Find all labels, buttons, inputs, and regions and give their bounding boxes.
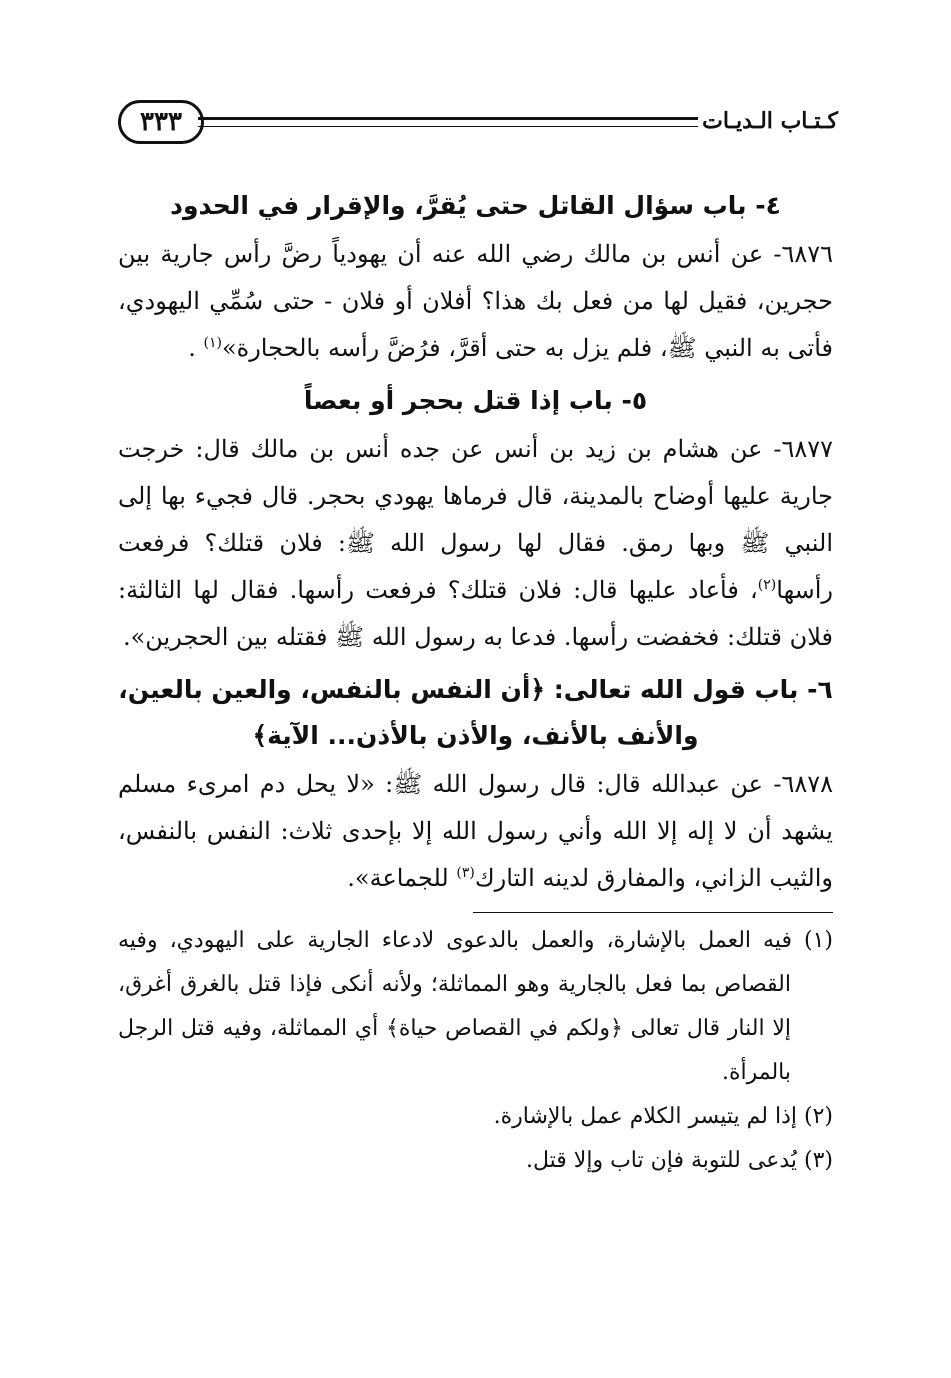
page-body [118, 183, 833, 1183]
header-rule [198, 117, 698, 127]
footnote-ref-3[interactable]: (٣) [456, 865, 475, 881]
section-heading-5: ٥- باب إذا قتل بحجر أو بعصاً [303, 386, 648, 415]
footnote-ref-1[interactable]: (١) [203, 335, 222, 351]
footnote-3: (٣) يُدعى للتوبة فإن تاب وإلا قتل. [525, 1148, 833, 1173]
hadith-tail: . [188, 334, 204, 362]
page-header [118, 100, 838, 150]
hadith-text: ٦٨٧٨- عن عبدالله قال: قال رسول الله ﷺ: «لا يحل دم امرىء مسلم يشهد أن لا إله إلا الله وأني رسول الله إلا بإحدى ثلاث: النفس بالنفس، والثيب الزاني، والمفارق لدينه التارك [118, 770, 833, 892]
section-heading-6: ٦- باب قول الله تعالى: ﴿أن النفس بالنفس، والعين بالعين، والأنف بالأنف، والأذن بالأذن... الآية﴾ [118, 675, 833, 750]
footnote-ref-2[interactable]: (٢) [757, 577, 777, 593]
footnote-separator [473, 912, 833, 913]
hadith-text: ٦٨٧٦- عن أنس بن مالك رضي الله عنه أن يهودياً رضَّ رأس جارية بين حجرين، فقيل لها من فعل بك هذا؟ أفلان أو فلان - حتى سُمِّي اليهودي، فأتى به النبي ﷺ، فلم يزل به حتى أقرَّ، فرُضَّ رأسه بالحجارة» [118, 240, 834, 362]
page-number: ٣٣٣ [118, 100, 204, 144]
hadith-text-continued: للجماعة». [347, 864, 457, 892]
hadith-6876 [118, 231, 833, 372]
hadith-text: ٦٨٧٧- عن هشام بن زيد بن أنس عن جده أنس بن مالك قال: خرجت جارية عليها أوضاح بالمدينة، قال فرماها يهودي بحجر. قال فجيء بها إلى النبي ﷺ وبها رمق. فقال لها رسول الله ﷺ: فلان قتلك؟ فرفعت رأسها [118, 435, 833, 604]
footnote-1: (١) فيه العمل بالإشارة، والعمل بالدعوى لادعاء الجارية على اليهودي، وفيه القصاص بما فعل بالجارية وهو المماثلة؛ ولأنه أنكى فإذا قتل بالغرق أغرق، إلا النار قال تعالى ﴿ولكم في القصاص حياة﴾ أي المماثلة، وفيه قتل الرجل بالمرأة. [118, 928, 833, 1085]
hadith-6878 [118, 761, 833, 902]
hadith-6877 [118, 426, 833, 661]
running-title: كـتـاب الـديـات [702, 108, 838, 134]
hadith-text-continued: ، فأعاد عليها قال: فلان قتلك؟ فرفعت رأسها. فقال لها الثالثة: فلان قتلك: فخفضت رأسها. فدعا به رسول الله ﷺ فقتله بين الحجرين». [118, 576, 833, 651]
section-heading-4: ٤- باب سؤال القاتل حتى يُقرَّ، والإقرار في الحدود [170, 191, 781, 220]
footnote-2: (٢) إذا لم يتيسر الكلام عمل بالإشارة. [493, 1104, 833, 1129]
